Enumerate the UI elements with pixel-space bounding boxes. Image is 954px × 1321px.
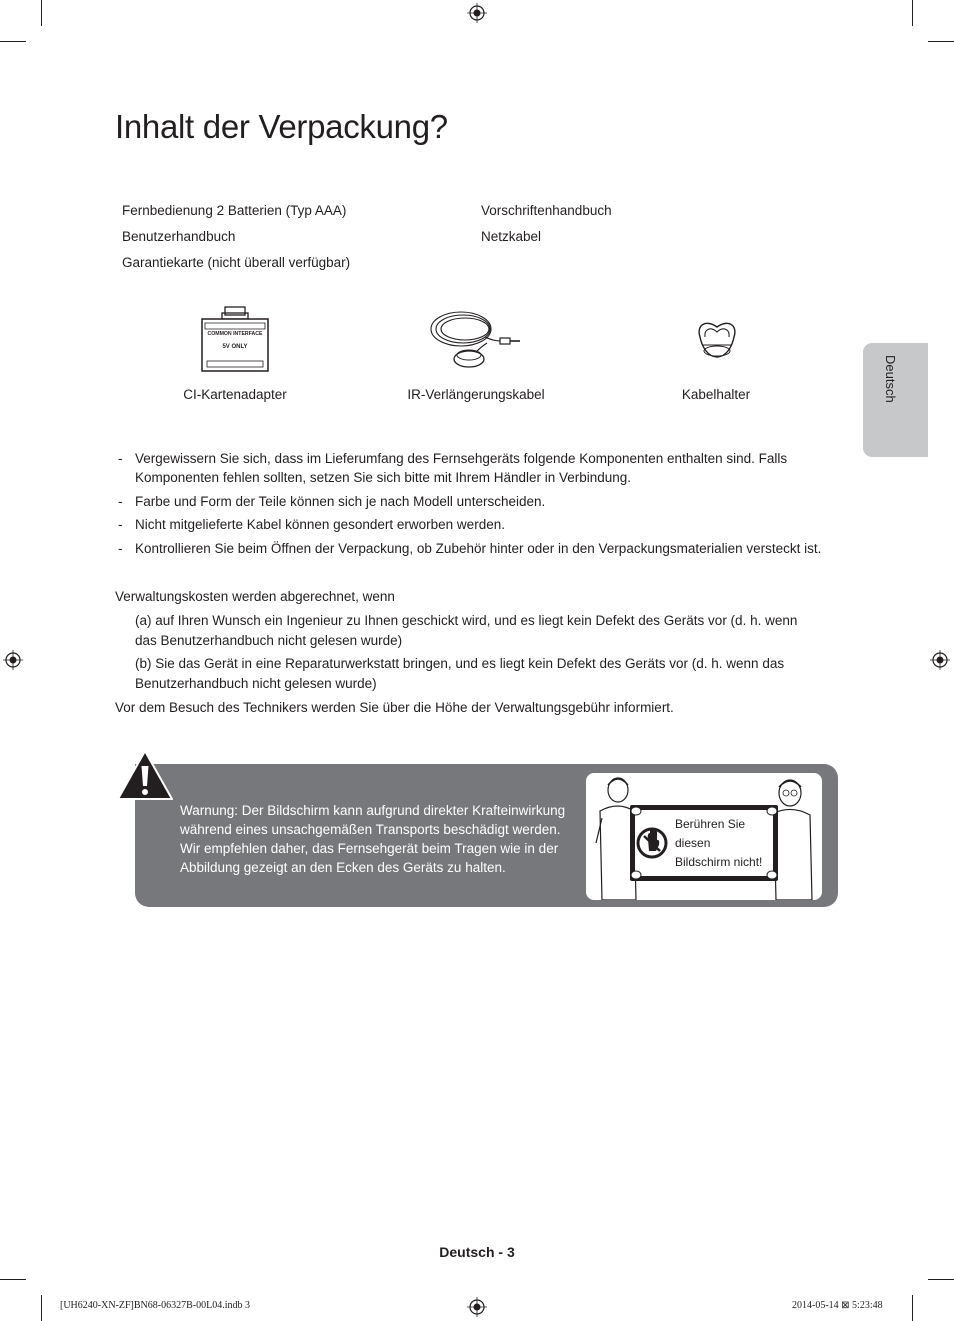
print-date-info: 2014-05-14 ⊠ 5:23:48 (792, 1300, 883, 1311)
cable-holder-icon (692, 315, 742, 365)
side-tab-label: Deutsch (883, 355, 898, 403)
warning-triangle-icon (116, 749, 174, 801)
admin-outro: Vor dem Besuch des Technikers werden Sie über die Höhe der Verwaltungsgebühr informiert. (115, 700, 674, 715)
crop-mark (928, 1279, 954, 1280)
contents-item: Vorschriftenhandbuch (481, 203, 612, 218)
note-item: - Nicht mitgelieferte Kabel können gesondert erworben werden. (115, 515, 835, 534)
page-number: Deutsch - 3 (439, 1244, 515, 1260)
note-item: - Kontrollieren Sie beim Öffnen der Verpackung, ob Zubehör hinter oder in den Verpackungsmaterialien versteckt ist. (115, 539, 835, 558)
crop-mark (41, 0, 42, 26)
admin-case-a: (a) auf Ihren Wunsch ein Ingenieur zu Ihnen geschickt wird, und es liegt kein Defekt des Geräts vor (d. h. wenn das Benutzerhandbuch nicht gelesen wurde) (135, 613, 798, 648)
do-not-touch-sign (675, 815, 762, 872)
ci-label-top: COMMON INTERFACE (207, 331, 263, 337)
crop-mark (41, 1295, 42, 1321)
registration-mark-icon (467, 3, 487, 23)
contents-item: Benutzerhandbuch (122, 229, 236, 244)
registration-mark-icon (467, 1297, 487, 1317)
accessory-caption: CI-Kartenadapter (183, 387, 287, 402)
crop-mark (912, 0, 913, 26)
print-file-info: [UH6240-XN-ZF]BN68-06327B-00L04.indb 3 (60, 1300, 250, 1311)
registration-mark-icon (3, 650, 23, 670)
admin-case-b: (b) Sie das Gerät in eine Reparaturwerkstatt bringen, und es liegt kein Defekt des Geräts vor (d. h. wenn das Benutzerhandbuch nicht gelesen wurde) (135, 656, 785, 691)
registration-mark-icon (930, 650, 950, 670)
note-item: - Vergewissern Sie sich, dass im Lieferumfang des Fernsehgeräts folgende Komponenten enthalten sind. Falls Komponenten fehlen sollten, setzen Sie sich bitte mit Ihrem Händler in Verbindung. (115, 449, 835, 487)
warning-body: : Der Bildschirm kann aufgrund direkter Krafteinwirkung während eines unsachgemäßen Transports beschädigt werden. Wir empfehlen daher, das Fernsehgerät beim Tragen wie in der Abbildung gezeigt an den Ecken des Geräts zu halten. (180, 803, 566, 875)
sign-line: Berühren Sie (675, 817, 746, 831)
admin-intro: Verwaltungskosten werden abgerechnet, wenn (115, 589, 395, 604)
contents-item: Netzkabel (481, 229, 542, 244)
contents-item: Garantiekarte (nicht überall verfügbar) (122, 255, 351, 270)
ci-label-bottom: 5V ONLY (222, 344, 248, 350)
crop-mark (0, 41, 26, 42)
ci-card-adapter-icon (198, 305, 272, 375)
language-side-tab (863, 343, 928, 457)
sign-line: diesen (675, 836, 711, 850)
warning-label: Warnung (180, 803, 235, 818)
note-item: - Farbe und Form der Teile können sich je nach Modell unterscheiden. (115, 492, 835, 511)
sign-line: Bildschirm nicht! (675, 855, 763, 869)
accessory-caption: IR-Verlängerungskabel (407, 387, 545, 402)
contents-item: Fernbedienung 2 Batterien (Typ AAA) (122, 203, 347, 218)
page-title: Inhalt der Verpackung? (115, 108, 448, 145)
notes-list (115, 449, 835, 562)
crop-mark (0, 1279, 26, 1280)
crop-mark (912, 1295, 913, 1321)
accessory-caption: Kabelhalter (681, 387, 751, 402)
crop-mark (928, 41, 954, 42)
warning-text (180, 801, 570, 877)
ir-extension-cable-icon (427, 305, 523, 375)
